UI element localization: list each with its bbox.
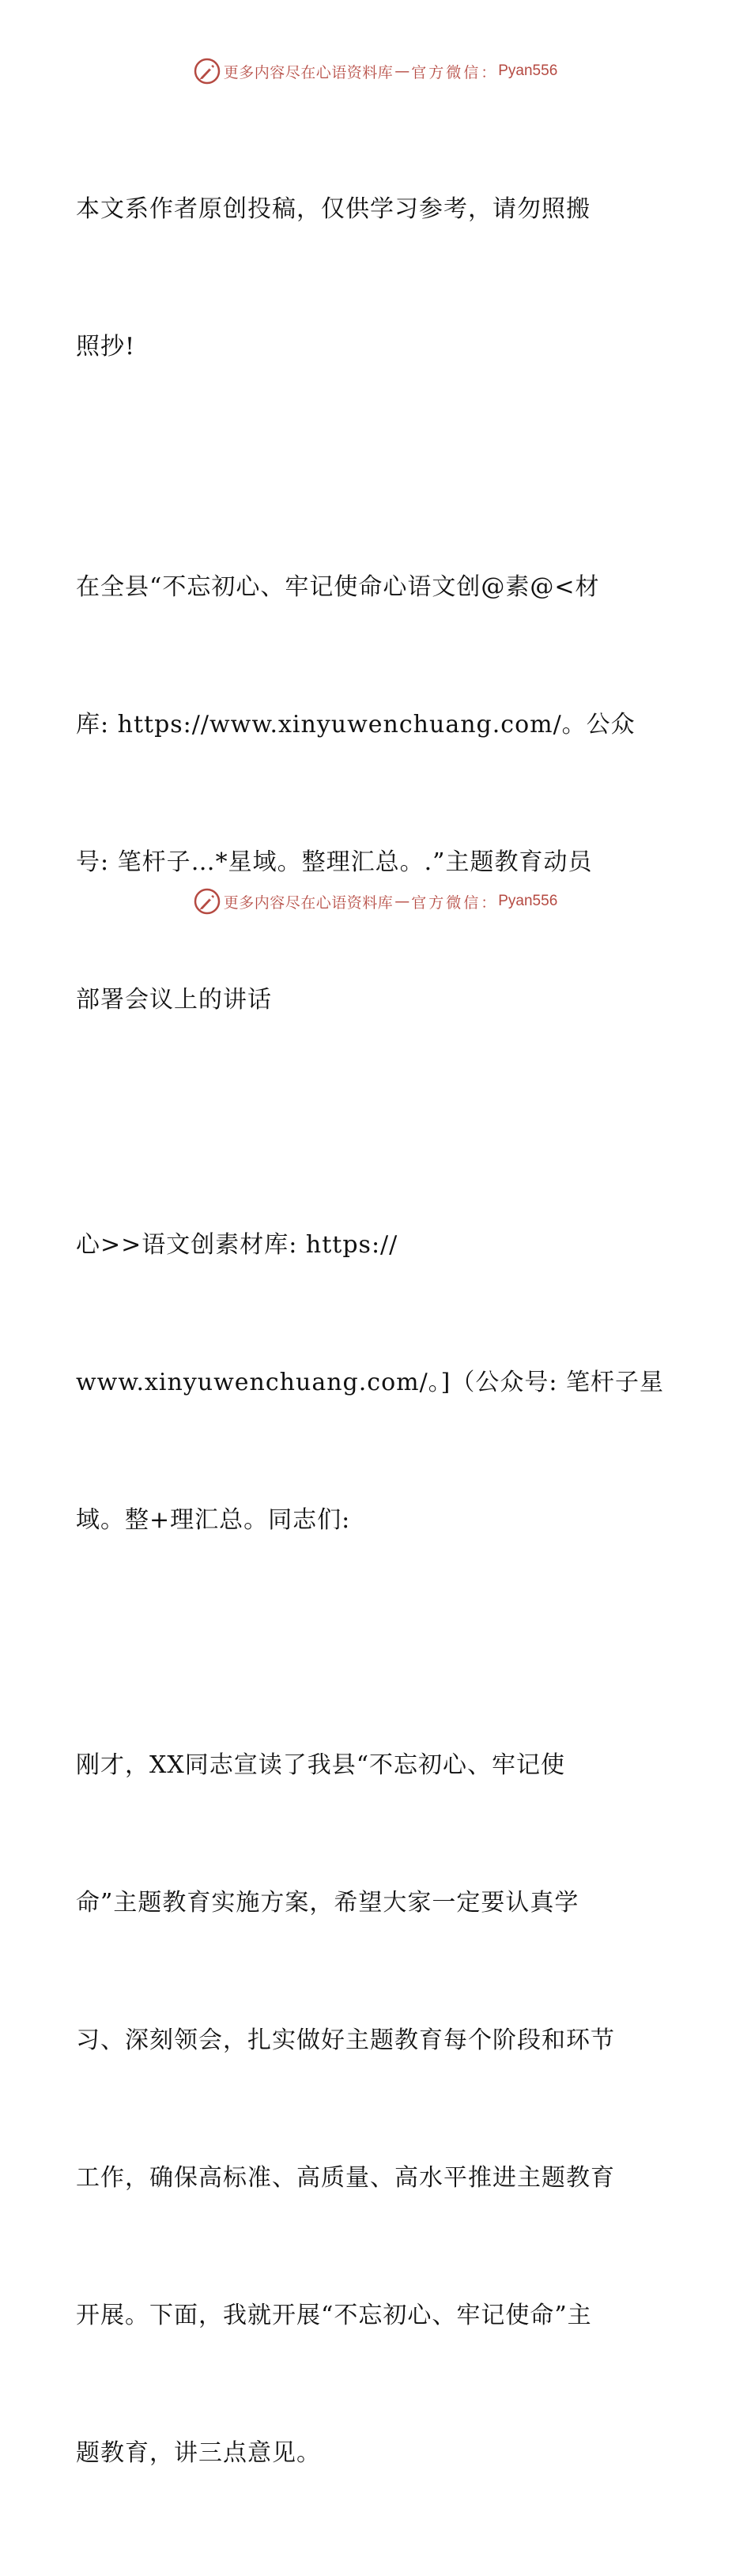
banner-wechat-id: Pyan556 [498, 893, 558, 909]
text-line: 域。整+理汇总。同志们: [76, 1506, 351, 1534]
text-line: 本文系作者原创投稿，仅供学习参考，请勿照搬 [76, 195, 591, 223]
banner-wechat-label: 官方微信： [411, 893, 499, 912]
text-line: 刚才，XX同志宣读了我县“不忘初心、牢记使 [76, 1751, 566, 1779]
header-banner [0, 55, 751, 87]
text-line: 开展。下面，我就开展“不忘初心、牢记使命”主 [76, 2302, 592, 2329]
text-line: 在全县“不忘初心、牢记使命心语文创@素@<材 [76, 573, 600, 601]
banner-brand: 更多内容尽在心语资料库 [223, 893, 394, 912]
text-line: 部署会议上的讲话 [76, 986, 272, 1014]
text-line: 题教育，讲三点意见。 [76, 2439, 321, 2467]
text-line: 习、深刻领会，扎实做好主题教育每个阶段和环节 [76, 2026, 615, 2054]
paragraph-title [76, 473, 677, 1115]
quill-logo-icon [194, 888, 221, 915]
banner-wechat-id: Pyan556 [498, 62, 558, 79]
text-line: 工作，确保高标准、高质量、高水平推进主题教育 [76, 2164, 615, 2192]
footer-banner [0, 886, 751, 917]
quill-logo-icon [194, 58, 221, 85]
text-line: 库: https://www.xinyuwenchuang.com/。公众 [76, 711, 636, 738]
banner-wechat-label: 官方微信： [411, 63, 499, 81]
paragraph-disclaimer [76, 95, 677, 462]
document-body [76, 95, 677, 2576]
banner-separator: — [394, 62, 410, 80]
text-line: 号: 笔杆子…*星域。整理汇总。.”主题教育动员 [76, 848, 593, 876]
paragraph-body [76, 1651, 677, 2568]
text-line: 心>>语文创素材库: https:// [76, 1231, 398, 1259]
text-line: www.xinyuwenchuang.com/。]（公众号: 笔杆子星 [76, 1369, 665, 1396]
text-line: 命”主题教育实施方案，希望大家一定要认真学 [76, 1889, 579, 1917]
text-line: 照抄! [76, 333, 136, 361]
paragraph-source [76, 1131, 677, 1635]
banner-separator: — [394, 893, 410, 910]
banner-brand: 更多内容尽在心语资料库 [223, 63, 394, 81]
